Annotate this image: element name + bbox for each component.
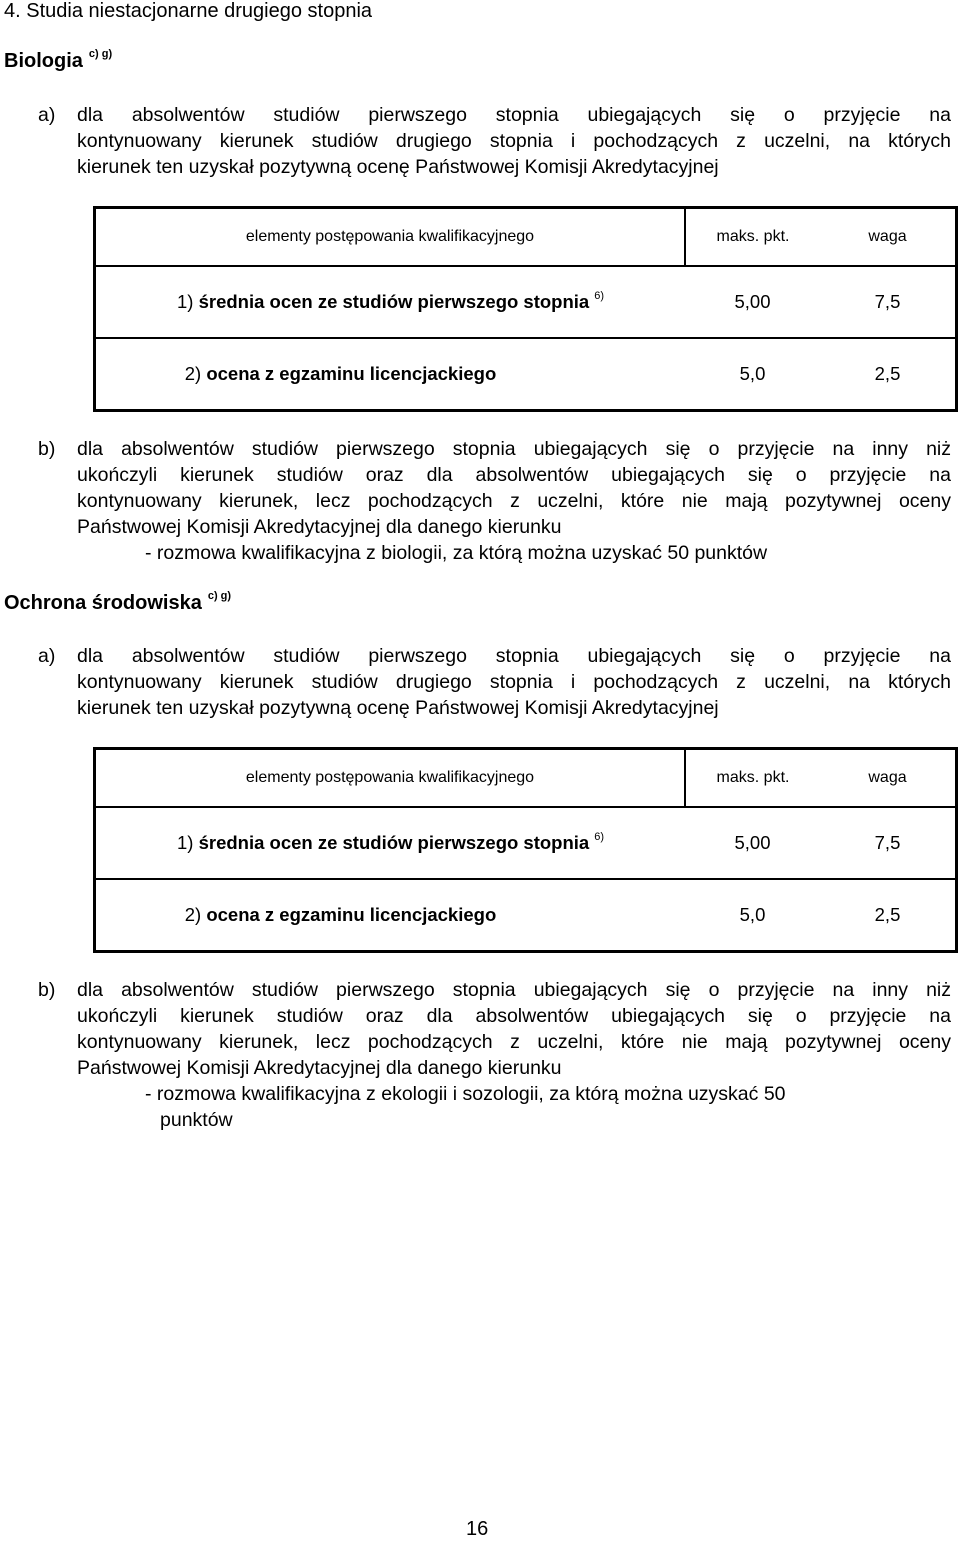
item-marker-a: a) <box>38 104 56 126</box>
interview-line: - rozmowa kwalifikacyjna z biologii, za którą można uzyskać 50 punktów <box>145 542 768 564</box>
weight-cell: 2,5 <box>874 904 901 925</box>
table-header-row <box>95 749 957 808</box>
criterion-label: ocena z egzaminu licencjackiego <box>206 904 497 925</box>
paragraph-b-biologia <box>0 436 960 566</box>
paragraph-line: Państwowej Komisji Akredytacyjnej dla danego kierunku <box>77 516 562 538</box>
interview-line: - rozmowa kwalifikacyjna z ekologii i sozologii, za którą można uzyskać 50 <box>145 1083 786 1105</box>
weight-cell: 7,5 <box>820 807 957 879</box>
criterion-label: średnia ocen ze studiów pierwszego stopnia <box>198 832 590 853</box>
max-points-cell: 5,00 <box>685 266 820 338</box>
paragraph-line: kontynuowany kierunek, lecz pochodzących z uczelni, które nie mają pozytywnej oceny <box>77 490 951 512</box>
paragraph-line: kierunek ten uzyskał pozytywną ocenę Państwowej Komisji Akredytacyjnej <box>77 156 719 178</box>
criterion-label: średnia ocen ze studiów pierwszego stopnia <box>198 291 590 312</box>
paragraph-line: dla absolwentów studiów pierwszego stopnia ubiegających się o przyjęcie na inny niż <box>77 979 951 1001</box>
max-points-cell: 5,0 <box>739 363 766 384</box>
criterion-footnote-ref: 6) <box>594 831 604 843</box>
subject-footnote-ref: c) g) <box>88 48 113 60</box>
paragraph-line: kierunek ten uzyskał pozytywną ocenę Państwowej Komisji Akredytacyjnej <box>77 697 719 719</box>
header-max-points: maks. pkt. <box>685 749 820 808</box>
table-header-row <box>95 208 957 267</box>
criterion-cell <box>95 807 686 879</box>
item-marker-b: b) <box>38 979 56 1001</box>
criterion-cell <box>95 879 686 952</box>
max-points-cell: 5,0 <box>739 904 766 925</box>
criteria-table-biologia <box>93 206 958 412</box>
paragraph-line: dla absolwentów studiów pierwszego stopnia ubiegających się o przyjęcie na inny niż <box>77 438 951 460</box>
paragraph-line: kontynuowany kierunek studiów drugiego stopnia i pochodzących z uczelni, na których <box>77 130 951 152</box>
subject-name: Ochrona środowiska <box>4 592 202 614</box>
page-number: 16 <box>466 1518 489 1540</box>
header-weight: waga <box>820 208 957 267</box>
paragraph-line: ukończyli kierunek studiów oraz dla absolwentów ubiegających się o przyjęcie na <box>77 1005 951 1027</box>
criterion-number: 2) <box>184 363 202 384</box>
paragraph-line: dla absolwentów studiów pierwszego stopnia ubiegających się o przyjęcie na <box>77 104 951 126</box>
criterion-number: 1) <box>176 291 194 312</box>
criterion-footnote-ref: 6) <box>594 290 604 302</box>
criterion-cell <box>95 266 686 338</box>
interview-line: punktów <box>160 1109 233 1131</box>
paragraph-line: dla absolwentów studiów pierwszego stopnia ubiegających się o przyjęcie na <box>77 645 951 667</box>
header-max-points: maks. pkt. <box>685 208 820 267</box>
max-points-cell: 5,00 <box>685 807 820 879</box>
header-elements: elementy postępowania kwalifikacyjnego <box>95 208 686 267</box>
criterion-number: 1) <box>176 832 194 853</box>
paragraph-line: Państwowej Komisji Akredytacyjnej dla danego kierunku <box>77 1057 562 1079</box>
paragraph-a-biologia <box>0 102 960 182</box>
subject-name: Biologia <box>4 50 83 72</box>
subject-title-biologia <box>4 50 112 73</box>
paragraph-line: kontynuowany kierunek, lecz pochodzących z uczelni, które nie mają pozytywnej oceny <box>77 1031 951 1053</box>
criterion-cell <box>95 338 686 411</box>
item-marker-b: b) <box>38 438 56 460</box>
table-row <box>95 879 957 952</box>
table-row <box>95 338 957 411</box>
weight-cell: 2,5 <box>874 363 901 384</box>
section-heading: 4. Studia niestacjonarne drugiego stopnia <box>4 0 373 22</box>
paragraph-b-ochrona-srodowiska <box>0 977 960 1137</box>
table-row <box>95 266 957 338</box>
weight-cell: 7,5 <box>820 266 957 338</box>
header-weight: waga <box>820 749 957 808</box>
criterion-number: 2) <box>184 904 202 925</box>
table-row <box>95 807 957 879</box>
criterion-label: ocena z egzaminu licencjackiego <box>206 363 497 384</box>
subject-footnote-ref: c) g) <box>207 590 232 602</box>
item-marker-a: a) <box>38 645 56 667</box>
paragraph-line: ukończyli kierunek studiów oraz dla absolwentów ubiegających się o przyjęcie na <box>77 464 951 486</box>
subject-title-ochrona-srodowiska <box>4 592 231 615</box>
paragraph-a-ochrona-srodowiska <box>0 643 960 723</box>
paragraph-line: kontynuowany kierunek studiów drugiego stopnia i pochodzących z uczelni, na których <box>77 671 951 693</box>
criteria-table-ochrona-srodowiska <box>93 747 958 953</box>
header-elements: elementy postępowania kwalifikacyjnego <box>95 749 686 808</box>
